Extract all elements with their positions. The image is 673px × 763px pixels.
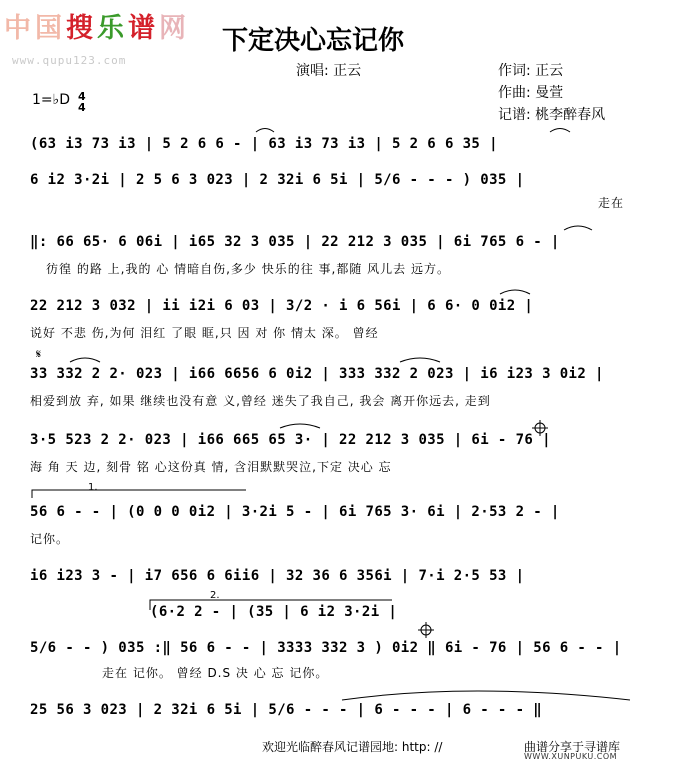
tie-arc: [400, 358, 440, 362]
score-row-6: 3·5 523 2 2· 023 | i66 665 65 3· | 22 212 3 035 | 6i - 76 |: [30, 432, 551, 448]
volta-bracket-1: [32, 490, 246, 498]
tie-arc: [500, 290, 530, 294]
tie-arc-long: [342, 691, 630, 700]
logo-part-4: 谱: [128, 13, 159, 44]
footer-share-url: WWW.XUNPUKU.COM: [524, 752, 618, 761]
score-row-8: i6 i23 3 - | i7 656 6 6ii6 | 32 36 6 356i | 7·i 2·5 53 |: [30, 568, 525, 584]
lyric-line-7: 走在 记你。 曾经 D.S 决 心 忘 记你。: [102, 666, 329, 680]
score-row-3: ‖: 66 65· 6 06i | i65 32 3 035 | 22 212 3 035 | 6i 765 6 - |: [30, 234, 560, 250]
score-row-9: (6·2 2 - | (35 | 6 i2 3·2i |: [150, 604, 398, 620]
time-top: 4: [78, 90, 86, 103]
logo-part-3: 乐: [97, 13, 128, 44]
logo-part-1: 中国: [4, 13, 66, 44]
score-row-5: 33 332 2 2· 023 | i66 6656 6 0i2 | 333 332 2 023 | i6 i23 3 0i2 |: [30, 366, 604, 382]
score-row-2: 6 i2 3·2i | 2 5 6 3 023 | 2 32i 6 5i | 5/6 - - - ) 035 |: [30, 172, 525, 188]
composer-credit: 作曲: 曼萱: [498, 85, 564, 101]
lyricist-credit: 作词: 正云: [498, 63, 564, 79]
tie-arc: [256, 129, 274, 133]
tie-arc: [280, 424, 320, 428]
time-bottom: 4: [78, 101, 86, 114]
coda-icon: [418, 622, 434, 638]
score-row-10: 5/6 - - ) 035 :‖ 56 6 - - | 3333 332 3 ) 0i2 ‖ 6i - 76 | 56 6 - - |: [30, 640, 622, 656]
lyric-line-6: 记你。: [30, 532, 70, 546]
volta-bracket-2: [150, 600, 392, 610]
tie-arc: [550, 129, 570, 133]
volta-mark-1: 1.: [88, 482, 98, 493]
logo-part-2: 搜: [66, 13, 97, 44]
footer-welcome: 欢迎光临醉春风记谱园地: http: //: [262, 740, 443, 754]
footer-share: 曲谱分享于寻谱库: [524, 740, 621, 754]
tie-arc: [564, 226, 592, 230]
lyric-line-1: 走在: [598, 196, 625, 210]
tie-arc: [70, 358, 100, 362]
logo-part-5: 网: [159, 13, 190, 44]
score-row-4: 22 212 3 032 | ii i2i 6 03 | 3/2 · i 6 56i | 6 6· 0 0i2 |: [30, 298, 534, 314]
lyric-line-5: 海 角 天 边, 刻骨 铭 心这份真 情, 含泪默默哭泣,下定 决心 忘: [30, 460, 392, 474]
score-row-11: 25 56 3 023 | 2 32i 6 5i | 5/6 - - - | 6 - - - | 6 - - - ‖: [30, 702, 543, 718]
lyric-line-2: 彷徨 的路 上,我的 心 情暗自伤,多少 快乐的往 事,都随 风儿去 远方。: [46, 262, 450, 276]
lyric-line-3: 说好 不悲 伤,为何 泪红 了眼 眶,只 因 对 你 情太 深。 曾经: [30, 326, 379, 340]
coda-icon: [532, 420, 548, 436]
volta-mark-2: 2.: [210, 590, 220, 601]
score-row-1: (63 i3 73 i3 | 5 2 6 6 - | 63 i3 73 i3 | 5 2 6 6 35 |: [30, 136, 498, 152]
song-title: 下定决心忘记你: [222, 26, 405, 56]
singer-credit: 演唱: 正云: [296, 63, 362, 79]
lyric-line-4: 相爱到放 弃, 如果 继续也没有意 义,曾经 迷失了我自己, 我会 离开你远去, 走到: [30, 394, 491, 408]
logo-url: www.qupu123.com: [12, 54, 127, 67]
key-signature: 1=♭D: [32, 92, 71, 108]
score-row-7: 56 6 - - | (0 0 0 0i2 | 3·2i 5 - | 6i 765 3· 6i | 2·53 2 - |: [30, 504, 560, 520]
transcriber-credit: 记谱: 桃李醉春风: [498, 107, 606, 123]
segno-icon: 𝄋: [36, 347, 42, 361]
